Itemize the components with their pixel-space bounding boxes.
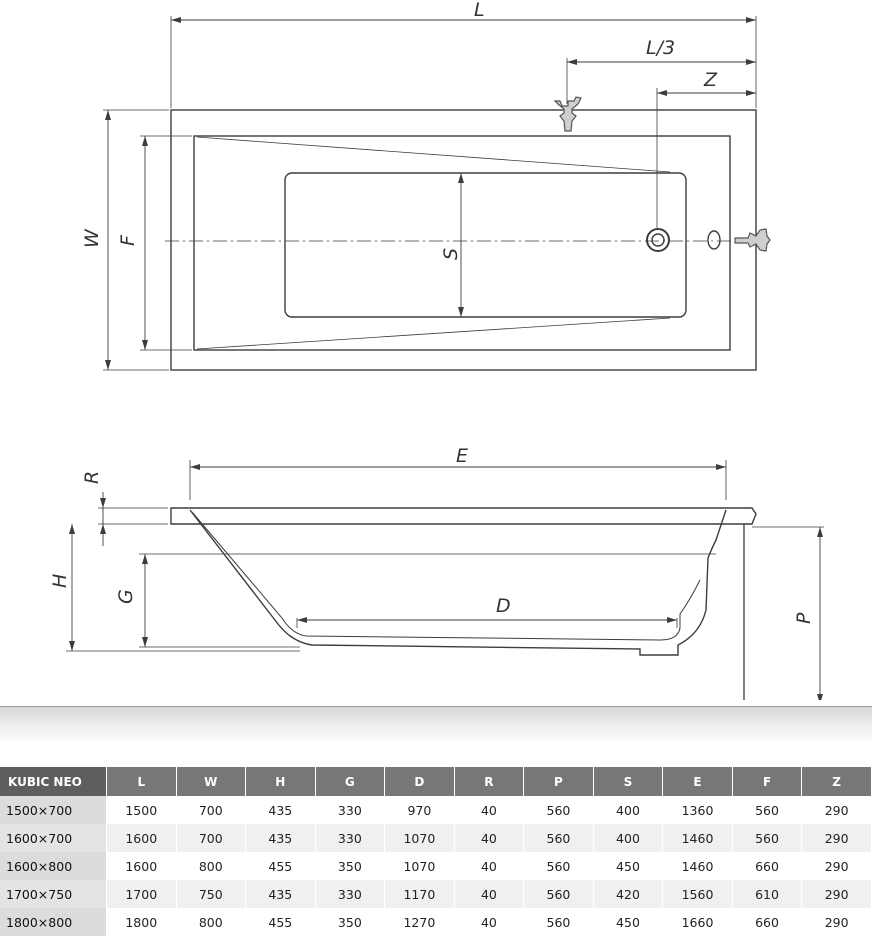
- table-cell: 610: [732, 880, 802, 908]
- top-view: [103, 16, 762, 370]
- dimension-arrowheads: [69, 17, 823, 700]
- table-cell: 40: [454, 796, 524, 824]
- table-cell: 330: [315, 880, 385, 908]
- table-cell: 1660: [663, 908, 733, 936]
- tub-inner-edge: [194, 136, 730, 350]
- table-cell: 290: [802, 824, 872, 852]
- table-cell: 1070: [385, 824, 455, 852]
- floor-band: [0, 706, 872, 745]
- table-cell: 455: [246, 852, 316, 880]
- column-header-s: S: [593, 767, 663, 796]
- side-view: [66, 460, 824, 700]
- drain-outer: [647, 229, 669, 251]
- label-w: W: [81, 229, 103, 248]
- table-cell: 1500: [107, 796, 177, 824]
- backrest-slope-bottom: [197, 318, 670, 349]
- table-cell: 560: [524, 880, 594, 908]
- table-cell: 970: [385, 796, 455, 824]
- drain-inner: [652, 234, 664, 246]
- table-row: [0, 908, 872, 936]
- table-cell: 560: [524, 852, 594, 880]
- table-cell: 660: [732, 852, 802, 880]
- label-r: R: [81, 470, 103, 484]
- table-cell: 330: [315, 824, 385, 852]
- table-cell: 455: [246, 908, 316, 936]
- label-s: S: [440, 247, 462, 260]
- label-h: H: [49, 573, 71, 588]
- tub-rim-profile: [171, 508, 756, 524]
- model-size-cell: 1700×750: [0, 880, 107, 908]
- table-cell: 40: [454, 852, 524, 880]
- column-header-f: F: [732, 767, 802, 796]
- label-g: G: [115, 589, 137, 604]
- table-cell: 1800: [107, 908, 177, 936]
- column-header-h: H: [246, 767, 316, 796]
- table-cell: 350: [315, 908, 385, 936]
- table-row: [0, 880, 872, 908]
- table-cell: 435: [246, 796, 316, 824]
- table-cell: 750: [176, 880, 246, 908]
- table-cell: 290: [802, 880, 872, 908]
- label-p: P: [793, 612, 815, 624]
- table-cell: 1270: [385, 908, 455, 936]
- model-size-cell: 1800×800: [0, 908, 107, 936]
- backrest-slope-top: [197, 137, 670, 172]
- dimensions-table: [0, 767, 872, 936]
- tub-inner-profile: [192, 512, 700, 640]
- column-header-w: W: [176, 767, 246, 796]
- label-d: D: [496, 595, 511, 617]
- table-cell: 700: [176, 796, 246, 824]
- model-size-cell: 1600×800: [0, 852, 107, 880]
- table-cell: 290: [802, 796, 872, 824]
- table-cell: 660: [732, 908, 802, 936]
- table-cell: 435: [246, 880, 316, 908]
- table-cell: 1460: [663, 824, 733, 852]
- column-header-p: P: [524, 767, 594, 796]
- table-cell: 350: [315, 852, 385, 880]
- table-cell: 420: [593, 880, 663, 908]
- table-row: [0, 852, 872, 880]
- table-cell: 1600: [107, 824, 177, 852]
- table-cell: 330: [315, 796, 385, 824]
- table-cell: 800: [176, 908, 246, 936]
- column-header-l: L: [107, 767, 177, 796]
- table-cell: 560: [732, 824, 802, 852]
- model-size-cell: 1500×700: [0, 796, 107, 824]
- table-row: [0, 796, 872, 824]
- table-cell: 400: [593, 796, 663, 824]
- column-header-d: D: [385, 767, 455, 796]
- table-cell: 290: [802, 852, 872, 880]
- table-cell: 560: [524, 908, 594, 936]
- column-header-e: E: [663, 767, 733, 796]
- table-cell: 560: [524, 796, 594, 824]
- faucet-side-icon: [735, 229, 770, 251]
- table-cell: 700: [176, 824, 246, 852]
- table-cell: 40: [454, 824, 524, 852]
- table-cell: 1600: [107, 852, 177, 880]
- table-cell: 435: [246, 824, 316, 852]
- table-cell: 800: [176, 852, 246, 880]
- column-header-z: Z: [802, 767, 872, 796]
- table-row: [0, 824, 872, 852]
- tub-body-profile: [190, 510, 726, 655]
- table-cell: 1700: [107, 880, 177, 908]
- table-cell: 40: [454, 908, 524, 936]
- table-cell: 1360: [663, 796, 733, 824]
- model-column-header: KUBIC NEO: [0, 767, 107, 796]
- overflow-hole: [708, 231, 720, 249]
- table-cell: 450: [593, 852, 663, 880]
- table-header-row: [0, 767, 872, 796]
- label-l3: L/3: [646, 37, 676, 59]
- table-cell: 450: [593, 908, 663, 936]
- label-f: F: [117, 235, 139, 246]
- label-e: E: [456, 445, 469, 467]
- table-cell: 40: [454, 880, 524, 908]
- tub-bottom-basin: [285, 173, 686, 317]
- table-cell: 290: [802, 908, 872, 936]
- table-body: [0, 796, 872, 936]
- column-header-r: R: [454, 767, 524, 796]
- model-size-cell: 1600×700: [0, 824, 107, 852]
- table-cell: 1070: [385, 852, 455, 880]
- table-cell: 1460: [663, 852, 733, 880]
- table-cell: 400: [593, 824, 663, 852]
- table-cell: 560: [524, 824, 594, 852]
- table-cell: 560: [732, 796, 802, 824]
- faucet-icon: [555, 97, 581, 131]
- label-l: L: [474, 0, 485, 21]
- table-cell: 1170: [385, 880, 455, 908]
- column-header-g: G: [315, 767, 385, 796]
- table-cell: 1560: [663, 880, 733, 908]
- label-z: Z: [704, 69, 718, 91]
